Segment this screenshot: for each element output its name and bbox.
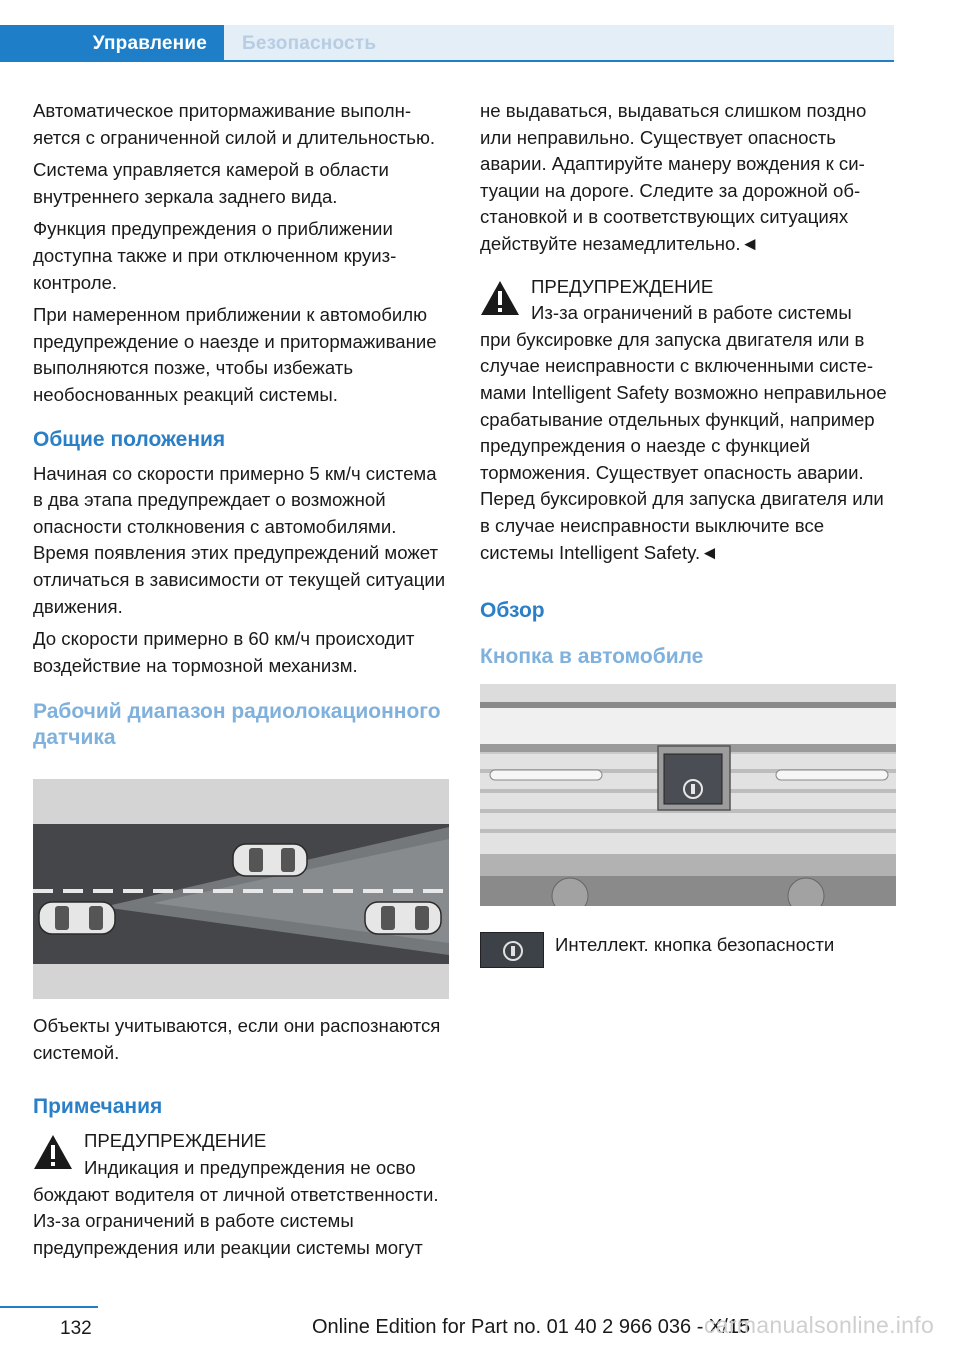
dashboard-button-illustration [480,684,896,906]
paragraph-speed-warning: Начиная со скорости примерно 5 км/ч система в два этапа предупреждает о возможной опасности столкновения с автомобилями. Время появления этих предупреждений может отличаться в зависимости от текущей ситуации движения. [33,462,446,617]
button-legend-row [480,924,896,984]
page-header [0,0,960,62]
heading-general: Общие положения [33,427,226,451]
radar-range-illustration [33,779,449,999]
paragraph-continued: не выдаваться, выдаваться слишком поздно или неправильно. Существует опасность аварии. Адаптируйте манеру вождения к ситуации на дороге. Следите за дорожной обстановкой и в соответствующих ситуациях действуйте незамедлительно.◄ [480,100,867,254]
warning-text [480,300,896,566]
left-column [33,98,449,1261]
warning-text-first: Из-за ограничений в работе системы [531,302,852,324]
warning-text-first: Индикация и предупреждения не осво [84,1157,416,1179]
page-number: 132 [60,1318,92,1339]
warning-triangle-icon [33,1134,73,1170]
warning-block-left [33,1128,449,1261]
tab-safety[interactable]: Безопасность [224,25,894,62]
watermark-text: carmanualsonline.info [704,1312,935,1338]
right-column [480,98,896,984]
paragraph-auto-braking: Автоматическое притормаживание выполняется с ограниченной силой и длительностью. [33,100,436,148]
paragraph-camera: Система управляется камерой в области внутреннего зеркала заднего вида. [33,159,389,207]
footer-rule [0,1306,98,1308]
heading-radar-range: Рабочий диапазон радиолокационного датчика [33,700,441,750]
warning-heading: ПРЕДУПРЕЖДЕНИЕ [84,1130,267,1152]
heading-button-in-car: Кнопка в автомобиле [480,645,704,669]
tab-control[interactable]: Управление [0,25,224,62]
warning-text-rest: при буксировке для запуска двигателя или в случае неисправности с включенными системами Intelligent Safety возможно неправильное срабатывание отдельных функций, например предупреждения о наезде с функцией торможения. Существует опасность аварии. Перед буксировкой для запуска двигателя или в случае неисправности выключите все системы Intelligent Safety.◄ [480,328,887,563]
warning-text [33,1155,449,1261]
figure-caption-objects: Объекты учитываются, если они распознаются системой. [33,1015,441,1063]
warning-block-right [480,274,896,567]
edition-note: Online Edition for Part no. 01 40 2 966 036 - X/15 [312,1316,751,1338]
warning-text-rest: бождают водителя от личной ответственности. Из-за ограничений в работе системы предупреждения или реакции системы могут [33,1183,439,1258]
button-legend-label: Интеллект. кнопка безопасности [555,934,835,956]
warning-triangle-icon [480,280,520,316]
header-rule [0,60,894,62]
warning-heading: ПРЕДУПРЕЖДЕНИЕ [531,275,714,297]
button-photo-figure [480,684,896,906]
paragraph-warning-function: Функция предупреждения о приближении доступна также и при отключенном круиз-контроле. [33,218,397,293]
paragraph-brake-action: До скорости примерно в 60 км/ч происходит воздействие на тормозной механизм. [33,628,415,676]
heading-notes: Примечания [33,1095,163,1119]
heading-overview: Обзор [480,599,545,623]
paragraph-intentional-approach: При намеренном приближении к автомобилю предупреждение о наезде и притормаживание выполняются позже, чтобы избежать необоснованных реакций системы. [33,304,437,405]
radar-range-figure [33,779,449,999]
intelligent-safety-button-icon [480,932,544,968]
